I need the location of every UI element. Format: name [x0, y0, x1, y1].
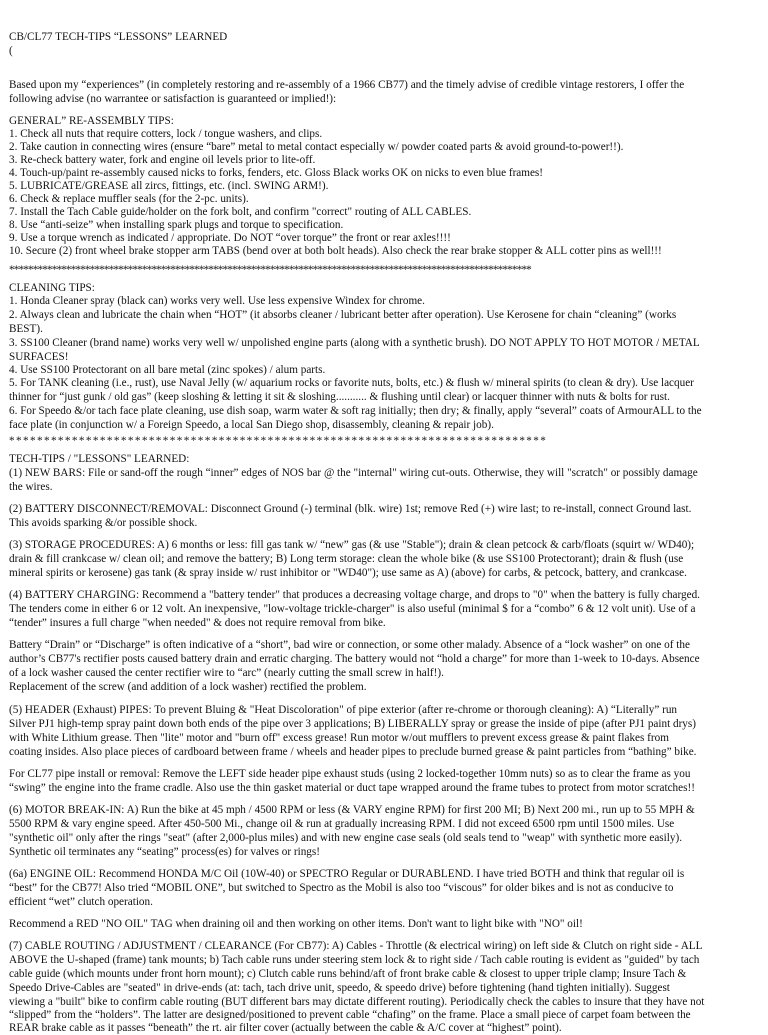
paragraph-line: REAR brake cable as it passes “beneath” the rt. air filter cover (actually between the cable & A/C cover at “highest” point). — [9, 1022, 562, 1034]
paragraph-line: mineral spirits or kerosene) gas tank (& spray inside w/ rust inhibitor or "WD40"); use same as A) (above) for carbs, & petcock, battery, and crankcase. — [9, 567, 687, 579]
paragraph-line: For CL77 pipe install or removal: Remove the LEFT side header pipe exhaust studs (using 2 locked-together 10mm nuts) so as to clear the frame as you — [9, 768, 691, 780]
paragraph-line: 5500 RPM & vary engine speed. After 450-500 Mi., change oil & run at gradually increasing RPM. I did not exceed 6500 rpm until 1500 miles. Use — [9, 818, 675, 830]
list-item: 4. Use SS100 Protectorant on all bare metal (zinc spokes) / alum parts. — [9, 364, 326, 376]
paragraph-line: (6) MOTOR BREAK-IN: A) Run the bike at 45 mph / 4500 RPM or less (& VARY engine RPM) for first 200 MI; B) Next 200 mi., run up to 55 MPH & — [9, 804, 695, 816]
section-heading-tech-tips: TECH-TIPS / "LESSONS" LEARNED: — [9, 453, 190, 465]
paragraph-line: Replacement of the screw (and addition of a lock washer) rectified the problem. — [9, 681, 367, 693]
paragraph-line: “best” for the CB77! Also tried “MOBIL ONE”, but switched to Spectro as the Mobil is also too “viscous” for older bikes and is not as conducive to — [9, 882, 674, 894]
list-item: 1. Honda Cleaner spray (black can) works very well. Use less expensive Windex for chrome. — [9, 295, 425, 307]
list-item: 2. Always clean and lubricate the chain when “HOT” (it absorbs cleaner / lubricant better after operation). Use Kerosene for chain “cleaning” (works — [9, 309, 677, 321]
paragraph-line: (5) HEADER (Exhaust) PIPES: To prevent Bluing & "Heat Discoloration" of pipe exterior (after re-chrome or thorough cleaning): A) “Literally” run — [9, 704, 678, 716]
asterisk-divider: ************************************************************************************************************** — [9, 264, 531, 276]
paragraph-line: cable guide (which mounts under front horn mount); c) Clutch cable runs behind/aft of front brake cable & closest to upper triple clamp; Insure Tach & — [9, 968, 687, 980]
document-title: CB/CL77 TECH-TIPS “LESSONS” LEARNED — [9, 31, 228, 43]
paragraph-line: Battery “Drain” or “Discharge” is often indicative of a “short”, bad wire or connection, or some other malady. Absence of a “lock washer” on one of the — [9, 639, 690, 651]
list-item: BEST). — [9, 323, 43, 335]
paragraph-line: efficient “wet” clutch operation. — [9, 896, 153, 908]
paragraph-line: (1) NEW BARS: File or sand-off the rough “inner” edges of NOS bar @ the "internal" wiring cut-outs. Otherwise, they will "scratch" or possibly damage — [9, 467, 698, 479]
list-item: SURFACES! — [9, 351, 69, 363]
paragraph-line: viewing a "built" bike to confirm cable routing (BUT different bars may dictate different routing). Periodically check the cables to insure that they have not — [9, 996, 705, 1008]
list-item: 10. Secure (2) front wheel brake stopper arm TABS (bend over at both bolt heads). Also check the rear brake stopper & ALL cotter pins as well!!! — [9, 245, 662, 257]
list-item: 6. For Speedo &/or tach face plate cleaning, use dish soap, warm water & soft rag initially; then dry; & finally, apply “several” coats of ArmourALL to the — [9, 405, 702, 417]
paragraph-line: (7) CABLE ROUTING / ADJUSTMENT / CLEARANCE (For CB77): A) Cables - Throttle (& electrical wiring) on left side & Clutch on right side - ALL — [9, 940, 703, 952]
list-item: 5. LUBRICATE/GREASE all zircs, fittings, etc. (incl. SWING ARM!). — [9, 180, 329, 192]
list-item: 6. Check & replace muffler seals (for the 2-pc. units). — [9, 193, 249, 205]
section-heading-general: GENERAL” RE-ASSEMBLY TIPS: — [9, 115, 174, 127]
list-item: 5. For TANK cleaning (i.e., rust), use Naval Jelly (w/ aquarium rocks or favorite nuts, bolts, etc.) & flush w/ mineral spirits (to clean & dry). Use lacquer — [9, 377, 694, 389]
intro-line: Based upon my “experiences” (in completely restoring and re-assembly of a 1966 CB77) and the timely advise of credible vintage restorers, I offer the — [9, 79, 685, 91]
spaced-asterisk-divider: * * * * * * * * * * * * * * * * * * * * * * * * * * * * * * * * * * * * * * * * * * * * * * * * * * * * * * * * * * * * * * * * * * * * * * * * * * * * * — [9, 435, 546, 447]
list-item: 2. Take caution in connecting wires (ensure “bare” metal to metal contact especially w/ powder coated parts & avoid ground-to-power!!). — [9, 141, 624, 153]
list-item: 1. Check all nuts that require cotters, lock / tongue washers, and clips. — [9, 128, 323, 140]
paragraph-line: Speedo Drive-Cables are "seated" in drive-ends (at: tach, tach drive unit, speedo, & speedo drive) before tightening (hand tighten initially). Suggest — [9, 982, 670, 994]
list-item: 3. Re-check battery water, fork and engine oil levels prior to lite-off. — [9, 154, 316, 166]
paragraph-line: (2) BATTERY DISCONNECT/REMOVAL: Disconnect Ground (-) terminal (blk. wire) 1st; remove Red (+) wire last; to re-install, connect Ground last. — [9, 503, 692, 515]
list-item: thinner for “just gunk / old gas” (keep sloshing & letting it sit & sloshing........... & flushing until clear) or lacquer thinner with nuts & bolts for rust. — [9, 391, 670, 403]
list-item: face plate (in conjunction w/ a Foreign Speedo, a local San Diego shop, disassembly, cleaning & repair job). — [9, 419, 494, 431]
paragraph-line: with White Lithium grease. Then "lite" motor and "burn off" excess grease! Run motor w/out mufflers to prevent excess grease & paint flakes from — [9, 732, 669, 744]
list-item: 7. Install the Tach Cable guide/holder on the fork bolt, and confirm "correct" routing of ALL CABLES. — [9, 206, 472, 218]
list-item: 4. Touch-up/paint re-assembly caused nicks to forks, fenders, etc. Gloss Black works OK on nicks to even blue frames! — [9, 167, 544, 179]
list-item: 3. SS100 Cleaner (brand name) works very well w/ unpolished engine parts (along with a synthetic brush). DO NOT APPLY TO HOT MOTOR / METAL — [9, 337, 700, 349]
paragraph-line: (3) STORAGE PROCEDURES: A) 6 months or less: fill gas tank w/ “new” gas (& use "Stable"); drain & clean petcock & carb/floats (squirt w/ WD40); — [9, 539, 695, 551]
paragraph-line: coating insides. Also place pieces of cardboard between frame / wheels and header pipes to preclude burned grease & paint particles from “bathing” bike. — [9, 746, 697, 758]
paragraph-line: “slipped” from the “holders”. The latter are designed/positioned to prevent cable “chafing” on the frame. Place a small piece of carpet foam between the — [9, 1009, 691, 1021]
paragraph-line: “swing” the engine into the frame cradle. Also use the thin gasket material or duct tape wrapped around the frame tubes to protect from motor scratches!! — [9, 782, 695, 794]
paragraph-line: author’s CB77's rectifier posts caused battery drain and erratic charging. The battery would not “hold a charge” for more than 1-week to 10-days. Absence — [9, 653, 700, 665]
section-heading-cleaning: CLEANING TIPS: — [9, 282, 95, 294]
paragraph-line: Recommend a RED "NO OIL" TAG when draining oil and then working on other items. Don't want to light bike with "NO" oil! — [9, 918, 583, 930]
paragraph-line: "synthetic oil" only after the rings "seat" (after 2,000-plus miles) and with new engine case seals (old seals tend to "weap" with synthetic more easily). — [9, 832, 682, 844]
intro-line: following advise (no warrantee or satisfaction is guaranteed or implied!): — [9, 93, 337, 105]
text-line: ( — [9, 45, 13, 57]
paragraph-line: The tenders come in either 6 or 12 volt. An inexpensive, "low-voltage trickle-charger" is also useful (minimal $ for a “combo” 6 & 12 volt unit). Use of a — [9, 603, 696, 615]
paragraph-line: Silver PJ1 high-temp spray paint down both ends of the pipe over 3 applications; B) LIBERALLY spray or grease the inside of pipe (after PJ1 paint drys) — [9, 718, 696, 730]
paragraph-line: of a lock washer caused the center rectifier wire to “arc” (nearly cutting the small screw in half!). — [9, 667, 444, 679]
paragraph-line: drain & fill crankcase w/ clean oil; and remove the battery; B) Long term storage: clean the whole bike (& use SS100 Protectorant); drain & flush (use — [9, 553, 684, 565]
paragraph-line: (6a) ENGINE OIL: Recommend HONDA M/C Oil (10W-40) or SPECTRO Regular or DURABLEND. I have tried BOTH and think that regular oil is — [9, 868, 685, 880]
paragraph-line: “tender” insures a full charge "when needed" & does not require removal from bike. — [9, 617, 386, 629]
paragraph-line: (4) BATTERY CHARGING: Recommend a "battery tender" that produces a decreasing voltage charge, and drops to "0" when the battery is fully charged. — [9, 589, 700, 601]
paragraph-line: Synthetic oil terminates any “seating” process(es) for valves or rings! — [9, 846, 320, 858]
paragraph-line: the wires. — [9, 481, 53, 493]
list-item: 9. Use a torque wrench as indicated / appropriate. Do NOT “over torque” the front or rear axles!!!! — [9, 232, 451, 244]
list-item: 8. Use “anti-seize” when installing spark plugs and torque to specification. — [9, 219, 344, 231]
paragraph-line: This avoids sparking &/or possible shock. — [9, 517, 198, 529]
paragraph-line: ABOVE the U-shaped (frame) tank mounts; b) Tach cable runs under steering stem lock & to right side / Tach cable routing is evident as "guided" by tach — [9, 954, 700, 966]
